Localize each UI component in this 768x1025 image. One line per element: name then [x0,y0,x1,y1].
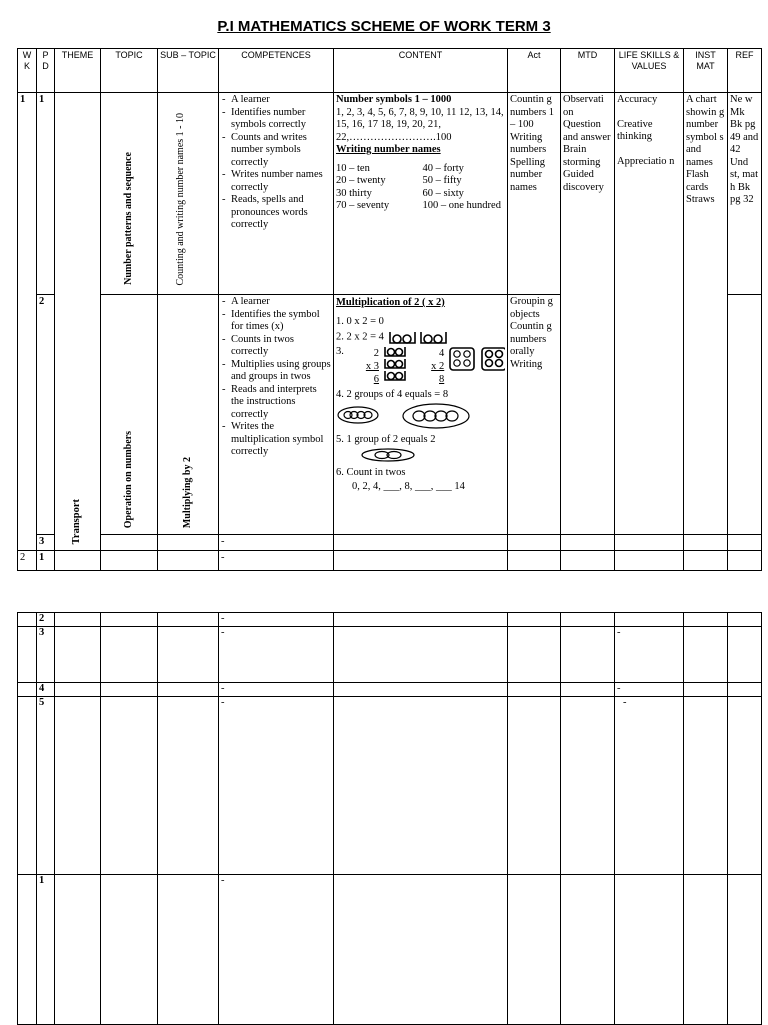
topic-cell [101,535,158,551]
theme-text: Transport [71,498,83,544]
number-name: 40 – forty [422,162,464,174]
topic-cell [101,93,158,295]
period-cell: 3 [37,535,55,551]
table-row [18,683,762,697]
competences-cell: - [219,627,334,683]
header-act: Act [508,49,561,93]
list-item: - Writes the multiplication symbol correctly [231,421,331,459]
life-skills-cell [615,551,684,571]
item-5-drawing [336,448,505,467]
competences-cell: - [219,697,334,875]
life-skills-cell: - [615,683,684,697]
period-cell: 3 [37,627,55,683]
ref-cell [728,535,762,551]
sum-b-result: 8 [439,374,445,385]
item-2 [336,329,505,345]
inst-mat-cell [684,551,728,571]
act-cell: Groupin g objects Countin g numbers orally Writing [508,295,561,535]
competences-cell: - [219,613,334,627]
life-skill: Appreciatio n [617,155,675,167]
life-skills-cell [615,535,684,551]
inst-mat-cell: A chart showin g number symbol s and names Flash cards Straws [684,93,728,535]
sum-a-mid: x 3 [365,361,379,372]
document-title: P.I MATHEMATICS SCHEME OF WORK TERM 3 [217,18,551,35]
number-name: 30 thirty [336,187,372,199]
number-names-grid [336,163,505,213]
competences-cell: - [219,535,334,551]
table-row [18,613,762,627]
topic-text: Operation on numbers [122,430,134,528]
sum-a [348,347,379,387]
topic-cell [101,551,158,571]
method-cell: Observati on Question and answer Brain storming Guided discovery [561,93,615,535]
life-skill: Creative thinking [617,118,653,142]
groups-drawing [448,346,505,372]
content-cell [334,93,508,295]
item-6: 6. Count in twos [336,467,406,478]
competences-list [221,296,331,459]
content-heading: Number symbols 1 – 1000 [336,94,452,105]
list-item: - A learner [231,296,331,309]
header-content: CONTENT [334,49,508,93]
period-cell: 4 [37,683,55,697]
content-cell [334,535,508,551]
item-5: 5. 1 group of 2 equals 2 [336,434,436,445]
item-3-number: 3. [336,346,344,357]
content-numbers: 1, 2, 3, 4, 5, 6, 7, 8, 9, 10, 11 12, 13, 14, 15, 16, 17 18, 19, 20, 21, [336,106,504,130]
item-1: 1. 0 x 2 = 0 [336,315,384,327]
theme-cell [55,93,101,551]
content-numbers-end: 22,…………………….100 [336,131,452,143]
period-cell: 2 [37,613,55,627]
inst-mat-cell [684,535,728,551]
header-inst-mat: INST MAT [684,49,728,93]
content-subheading: Writing number names [336,144,441,155]
subtopic-cell [158,295,219,535]
number-name: 20 – twenty [336,175,386,186]
life-skill: Accuracy [617,94,658,105]
header-life-skills: LIFE SKILLS & VALUES [615,49,684,93]
period-cell: 1 [37,551,55,571]
subtopic-cell [158,93,219,295]
item-2-text: 2. 2 x 2 = 4 [336,331,384,343]
competences-cell [219,93,334,295]
list-item: - Writes number names correctly [231,169,331,194]
competences-cell: - [219,875,334,1025]
content-cell [334,295,508,535]
number-name: 70 – seventy [336,200,390,211]
life-skills-cell: - [615,627,684,683]
week-cell: 2 [18,551,37,571]
life-skills-cell: - [615,697,684,875]
competences-list [221,94,331,232]
list-item: - A learner [231,94,331,107]
week-cell: 1 [18,93,37,551]
groups-drawing [360,448,430,462]
life-skills-cell [615,93,684,535]
table-row [18,627,762,683]
table-row [18,551,762,571]
groups-drawing [383,346,407,382]
ref-cell [728,551,762,571]
groups-drawing [387,329,451,345]
subtopic-cell [158,551,219,571]
period-cell: 1 [37,93,55,295]
table-row [18,875,762,1025]
competences-cell: - [219,551,334,571]
header-mtd: MTD [561,49,615,93]
item-4-drawing [336,403,505,434]
table-row [18,93,762,295]
header-row [18,49,762,93]
theme-cell [55,551,101,571]
item-3 [336,346,505,388]
list-item: - Reads and interprets the instructions correctly [231,384,331,422]
table-row [18,697,762,875]
list-item: - Identifies the symbol for times (x) [231,309,331,334]
period-cell: 1 [37,875,55,1025]
header-ref: REF [728,49,762,93]
content-cell [334,551,508,571]
item-4: 4. 2 groups of 4 equals = 8 [336,389,449,400]
sum-b-top: 4 [439,348,445,359]
sum-b-mid: x 2 [431,361,445,372]
scheme-table [17,48,762,571]
list-item: - Counts in twos correctly [231,334,331,359]
table-row [18,535,762,551]
content-heading: Multiplication of 2 ( x 2) [336,297,445,308]
competences-cell [219,295,334,535]
sum-b [417,347,444,387]
sum-a-result: 6 [373,374,379,385]
topic-cell [101,295,158,535]
header-theme: THEME [55,49,101,93]
number-name: 100 – one hundred [422,200,501,211]
number-name: 60 – sixty [422,187,464,199]
list-item: - Identifies number symbols correctly [231,107,331,132]
act-cell: Countin g numbers 1 – 100 Writing numbers Spelling number names [508,93,561,295]
ref-cell [728,295,762,535]
method-cell [561,551,615,571]
subtopic-text: Multiplying by 2 [181,456,193,528]
header-subtopic: SUB – TOPIC [158,49,219,93]
ref-cell: Ne w Mk Bk pg 49 and 42 Und st, mat h Bk pg 32 [728,93,762,295]
header-competences: COMPETENCES [219,49,334,93]
header-pd: P D [37,49,55,93]
scheme-table-continued [17,612,762,1025]
number-name: 10 – ten [336,162,370,174]
subtopic-text: Counting and writing number names 1 - 10 [175,112,186,285]
list-item: - Reads, spells and pronounces words correctly [231,194,331,232]
header-topic: TOPIC [101,49,158,93]
period-cell: 5 [37,697,55,875]
list-item: - Multiplies using groups and groups in twos [231,359,331,384]
header-wk: W K [18,49,37,93]
competences-cell: - [219,683,334,697]
method-cell [561,535,615,551]
sum-a-top: 2 [373,348,379,359]
list-item: - Counts and writes number symbols correctly [231,132,331,170]
item-6-sequence: 0, 2, 4, ___, 8, ___, ___ 14 [352,480,465,492]
number-name: 50 – fifty [422,175,462,186]
period-cell: 2 [37,295,55,535]
act-cell [508,551,561,571]
groups-drawing [336,403,486,429]
act-cell [508,535,561,551]
subtopic-cell [158,535,219,551]
topic-text: Number patterns and sequence [122,152,134,285]
